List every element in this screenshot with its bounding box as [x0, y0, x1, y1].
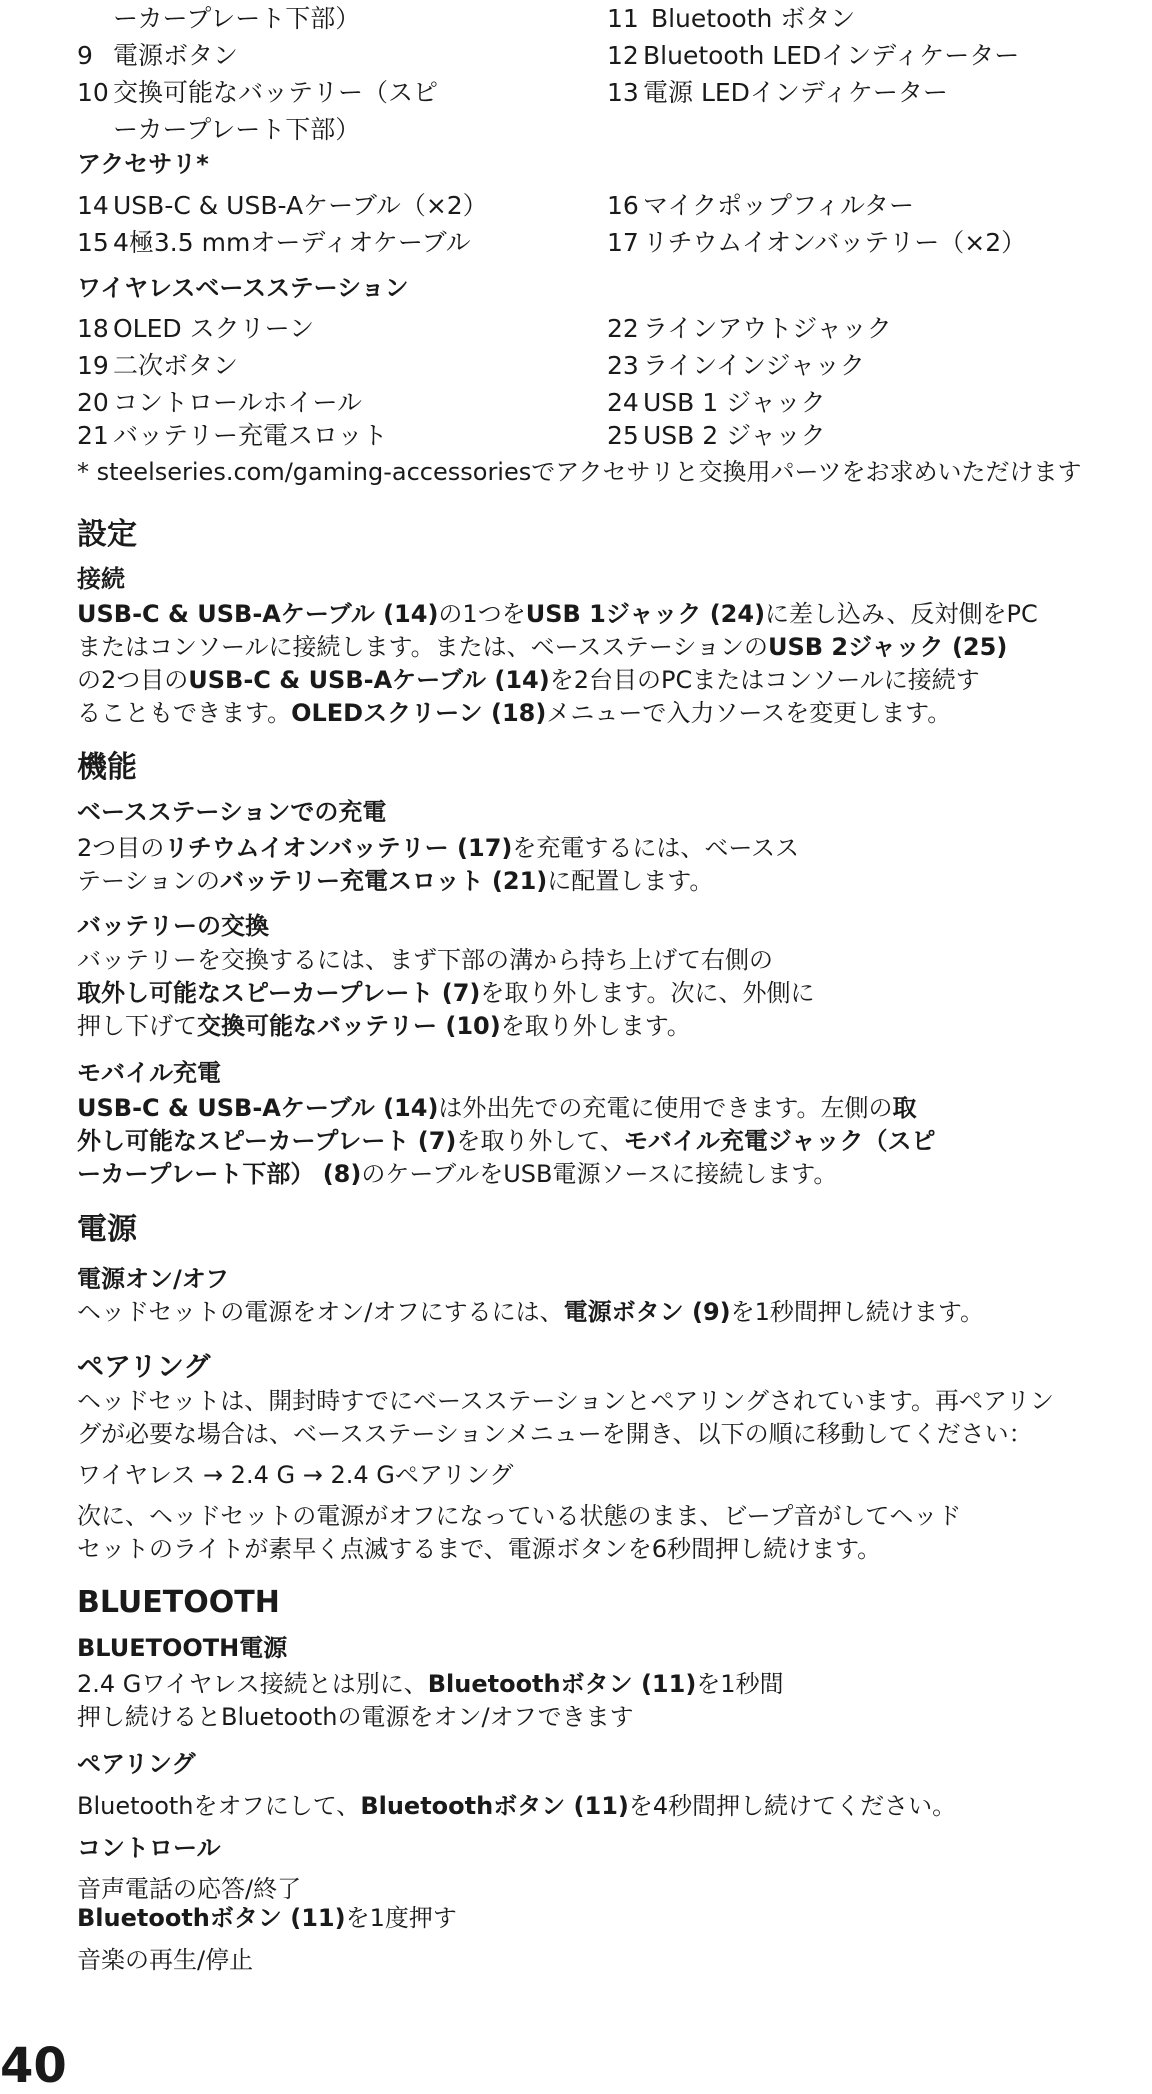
base-station-heading: ワイヤレスベースステーション [77, 274, 409, 302]
accessory-item [607, 187, 1147, 224]
bluetooth-pairing-heading: ペアリング [77, 1750, 196, 1778]
base-charging-heading: ベースステーションでの充電 [77, 798, 387, 826]
parts-item [607, 74, 1147, 111]
parts-item-number: 13 [607, 78, 639, 107]
body-text: 押し続けるとBluetoothの電源をオン/オフできます [77, 1703, 634, 1731]
body-text: ることもできます。 [77, 699, 292, 727]
base-station-label: バッテリー充電スロット [113, 421, 388, 450]
body-text: を4秒間押し続けてください。 [628, 1792, 957, 1820]
bluetooth-title: BLUETOOTH [77, 1585, 280, 1620]
mobile-charging-heading: モバイル充電 [77, 1059, 221, 1087]
accessory-label: リチウムイオンバッテリー（×2） [643, 228, 1027, 257]
emphasis-text: Bluetoothボタン (11) [360, 1792, 629, 1820]
parts-list [77, 37, 1152, 148]
body-text: 次に、ヘッドセットの電源がオフになっている状態のまま、ビープ音がしてヘッド [77, 1502, 962, 1530]
base-station-number: 19 [77, 351, 109, 380]
parts-item-number: 11 [607, 4, 639, 33]
emphasis-text: 交換可能なバッテリー (10) [197, 1012, 501, 1040]
bluetooth-power-heading: BLUETOOTH電源 [77, 1634, 288, 1662]
parts-item-label: Bluetooth LEDインディケーター [643, 41, 1020, 70]
body-text: を1秒間押し続けます。 [730, 1298, 985, 1326]
emphasis-text: リチウムイオンバッテリー (17) [164, 834, 513, 862]
power-onoff-paragraph [77, 1296, 1077, 1329]
emphasis-text: USB-C & USB-Aケーブル (14) [77, 600, 439, 628]
parts-continuation-row [77, 0, 1152, 37]
bluetooth-power-paragraph [77, 1668, 1077, 1734]
pairing-heading: ペアリング [77, 1352, 211, 1383]
parts-item-11 [607, 0, 855, 37]
body-text: の2つ目の [77, 666, 189, 694]
body-text: を取り外して、 [456, 1127, 624, 1155]
battery-swap-paragraph [77, 944, 1077, 1043]
music-control-text: 音楽の再生/停止 [77, 1946, 254, 1974]
base-station-label: USB 1 ジャック [643, 388, 826, 417]
base-station-row [77, 384, 1152, 421]
body-text: を取り外します。次に、外側に [480, 979, 815, 1007]
accessory-number: 17 [607, 228, 639, 257]
power-onoff-heading: 電源オン/オフ [77, 1265, 230, 1293]
accessory-item [77, 187, 607, 224]
accessories-row [77, 224, 1152, 261]
accessories-row [77, 187, 1152, 224]
emphasis-text: モバイル充電ジャック（スピ [623, 1127, 936, 1155]
parts-item-label: Bluetooth ボタン [650, 4, 856, 33]
body-text: を充電するには、ベースス [512, 834, 800, 862]
emphasis-text: 電源ボタン (9) [563, 1298, 731, 1326]
parts-item-label: 電源ボタン [113, 41, 239, 70]
body-text: ヘッドセットの電源をオン/オフにするには、 [77, 1298, 564, 1326]
base-station-label: ラインアウトジャック [643, 314, 892, 343]
accessory-label: USB-C & USB-Aケーブル（×2） [113, 191, 488, 220]
parts-item-label: 電源 LEDインディケーター [643, 78, 948, 107]
body-text: グが必要な場合は、ベースステーションメニューを開き、以下の順に移動してください： [77, 1420, 1033, 1448]
base-station-row [77, 310, 1152, 347]
base-station-label: OLED スクリーン [113, 314, 315, 343]
parts-item-number: 9 [77, 41, 93, 70]
setup-title: 設定 [77, 517, 137, 552]
base-station-item [77, 417, 607, 454]
call-control-paragraph [77, 1875, 1077, 1933]
body-text: は外出先での充電に使用できます。左側の [438, 1094, 893, 1122]
body-text: Bluetoothをオフにして、 [77, 1792, 361, 1820]
base-station-item [77, 384, 607, 421]
accessory-label: マイクポップフィルター [643, 191, 915, 220]
accessories-heading: アクセサリ* [77, 150, 209, 178]
parts-continuation-text: ーカープレート下部） [113, 4, 361, 33]
body-text: を取り外します。 [500, 1012, 691, 1040]
parts-continuation-text: ーカープレート下部） [113, 115, 361, 144]
power-title: 電源 [77, 1212, 137, 1247]
parts-row [77, 37, 1152, 74]
body-text: セットのライトが素早く点滅するまで、電源ボタンを6秒間押し続けます。 [77, 1535, 882, 1563]
battery-swap-heading: バッテリーの交換 [77, 912, 269, 940]
emphasis-text: Bluetoothボタン (11) [77, 1904, 346, 1932]
emphasis-text: USB-C & USB-Aケーブル (14) [188, 666, 550, 694]
base-station-number: 25 [607, 421, 639, 450]
base-station-item [607, 310, 1147, 347]
body-text: テーションの [77, 867, 221, 895]
base-station-label: ラインインジャック [643, 351, 865, 380]
base-station-number: 24 [607, 388, 639, 417]
base-station-number: 22 [607, 314, 639, 343]
body-text: 音声電話の応答/終了 [77, 1875, 302, 1903]
controls-heading: コントロール [77, 1834, 221, 1862]
emphasis-text: ーカープレート下部） (8) [77, 1160, 362, 1188]
parts-item-number: 12 [607, 41, 639, 70]
accessory-number: 15 [77, 228, 109, 257]
base-station-item [607, 417, 1147, 454]
base-station-item [607, 384, 1147, 421]
base-station-label: 二次ボタン [113, 351, 239, 380]
base-station-label: USB 2 ジャック [643, 421, 826, 450]
page-number: 40 [0, 2038, 67, 2094]
base-station-label: コントロールホイール [113, 388, 363, 417]
base-station-list [77, 310, 1152, 454]
base-station-item [77, 310, 607, 347]
body-text: またはコンソールに接続します。または、ベースステーションの [77, 633, 768, 661]
parts-item-label: 交換可能なバッテリー（スピ [113, 78, 439, 107]
body-text: バッテリーを交換するには、まず下部の溝から持ち上げて右側の [77, 946, 773, 974]
base-station-number: 18 [77, 314, 109, 343]
parts-item-number: 10 [77, 78, 109, 107]
mobile-charging-paragraph [77, 1092, 1077, 1191]
connect-heading: 接続 [77, 565, 125, 593]
pairing-instructions [77, 1500, 1077, 1566]
emphasis-text: USB 1ジャック (24) [525, 600, 766, 628]
features-title: 機能 [77, 750, 137, 785]
base-charging-paragraph [77, 832, 1077, 898]
accessories-list [77, 187, 1152, 261]
accessory-item [77, 224, 607, 261]
base-station-item [77, 347, 607, 384]
body-text: に差し込み、反対側をPC [765, 600, 1038, 628]
accessories-footnote: * steelseries.com/gaming-accessoriesでアクセサリと交換用パーツをお求めいただけます [77, 458, 1082, 486]
emphasis-text: USB-C & USB-Aケーブル (14) [77, 1094, 439, 1122]
pairing-paragraph [77, 1385, 1077, 1451]
body-text: 押し下げて [77, 1012, 197, 1040]
emphasis-text: バッテリー充電スロット (21) [220, 867, 548, 895]
body-text: を1度押す [345, 1904, 457, 1932]
parts-item [77, 74, 607, 111]
bluetooth-pairing-paragraph [77, 1790, 1077, 1823]
connect-paragraph [77, 598, 1077, 730]
base-station-row [77, 347, 1152, 384]
body-text: の1つを [438, 600, 526, 628]
emphasis-text: 取 [892, 1094, 917, 1122]
accessory-number: 14 [77, 191, 109, 220]
accessory-item [607, 224, 1147, 261]
emphasis-text: 外し可能なスピーカープレート (7) [77, 1127, 457, 1155]
base-station-number: 20 [77, 388, 109, 417]
emphasis-text: USB 2ジャック (25) [767, 633, 1008, 661]
base-station-row [77, 421, 1152, 454]
body-text: 2.4 Gワイヤレス接続とは別に、 [77, 1670, 428, 1698]
base-station-number: 21 [77, 421, 109, 450]
parts-item [607, 37, 1147, 74]
parts-item [77, 37, 607, 74]
body-text: を1秒間 [696, 1670, 784, 1698]
parts-row [77, 74, 1152, 111]
body-text: ヘッドセットは、開封時すでにベースステーションとペアリングされています。再ペアリン [77, 1387, 1055, 1415]
base-station-item [607, 347, 1147, 384]
accessory-number: 16 [607, 191, 639, 220]
base-station-number: 23 [607, 351, 639, 380]
body-text: に配置します。 [547, 867, 714, 895]
body-text: のケーブルをUSB電源ソースに接続します。 [361, 1160, 838, 1188]
emphasis-text: 取外し可能なスピーカープレート (7) [77, 979, 481, 1007]
body-text: メニューで入力ソースを変更します。 [546, 699, 952, 727]
body-text: 2つ目の [77, 834, 165, 862]
accessory-label: 4極3.5 mmオーディオケーブル [113, 228, 471, 257]
emphasis-text: OLEDスクリーン (18) [291, 699, 547, 727]
body-text: を2台目のPCまたはコンソールに接続す [549, 666, 980, 694]
emphasis-text: Bluetoothボタン (11) [427, 1670, 697, 1698]
pairing-menu-path: ワイヤレス → 2.4 G → 2.4 Gペアリング [77, 1461, 514, 1489]
parts-row-continuation [77, 111, 1152, 148]
